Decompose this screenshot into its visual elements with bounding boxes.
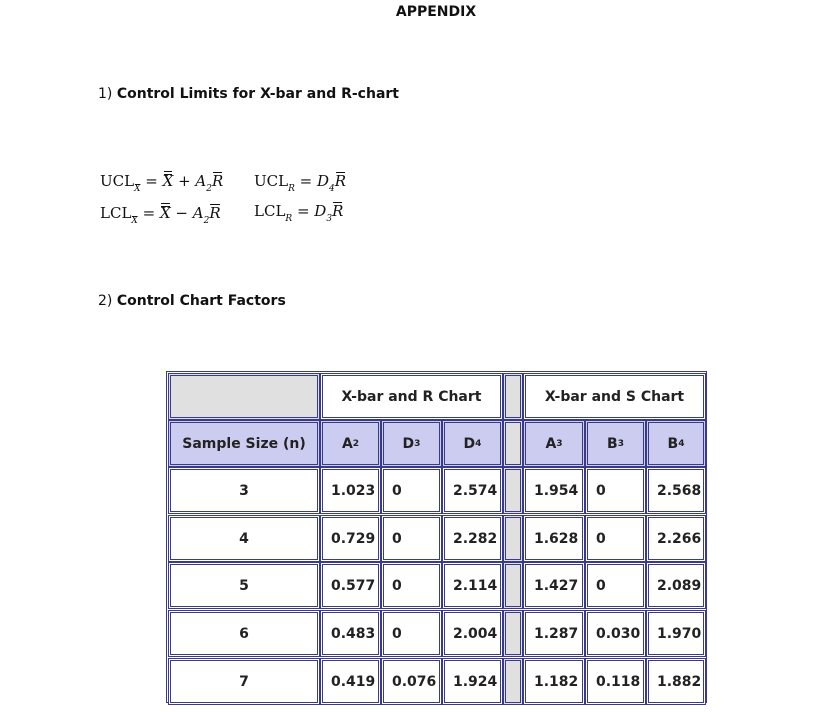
formula-lcl-r: $LCL_R = D_3R$ <box>254 202 344 224</box>
column-header-label: Sample Size (n) <box>182 435 306 452</box>
table-separator <box>503 373 523 420</box>
group-header-s-chart: X-bar and S Chart <box>523 373 706 420</box>
formula-subscript: R <box>288 184 295 194</box>
factor-value-cell: 0 <box>381 467 442 514</box>
section-control-limits <box>98 86 399 102</box>
factor-value-cell: 0.729 <box>320 515 381 562</box>
formula-lcl-label: LCL <box>100 204 132 222</box>
formula-rbar: R <box>212 172 224 190</box>
formula-ucl-xbar: $UCL_X = X + A_2R$ <box>100 172 224 194</box>
formula-ucl-label: UCL <box>254 172 289 190</box>
factor-value-cell: 0 <box>381 610 442 657</box>
factor-value-cell: 0 <box>381 515 442 562</box>
formula-factor: D <box>314 202 327 220</box>
formula-ucl-label: UCL <box>100 172 135 190</box>
formula-subscript: X <box>134 184 141 194</box>
table-separator <box>503 658 523 705</box>
factor-value-cell: 1.954 <box>523 467 585 514</box>
column-header <box>523 420 585 467</box>
formula-rbar: R <box>334 172 347 190</box>
column-header-subscript: 2 <box>352 438 360 449</box>
factor-value-cell: 1.882 <box>646 658 706 705</box>
page-title: APPENDIX <box>395 4 477 20</box>
factor-value-cell: 1.427 <box>523 562 585 609</box>
formula-factor: A <box>192 204 204 222</box>
column-header <box>168 420 320 467</box>
formula-rbar: R <box>209 204 221 222</box>
sample-size-cell: 3 <box>168 467 320 514</box>
factor-value-cell: 2.114 <box>442 562 503 609</box>
formula-rbar: R <box>332 202 344 220</box>
column-header <box>442 420 503 467</box>
factor-value-cell: 0 <box>585 515 646 562</box>
factor-value-cell: 0 <box>381 562 442 609</box>
table-separator <box>503 467 523 514</box>
sample-size-cell: 5 <box>168 562 320 609</box>
formula-factor-sub: 2 <box>206 184 212 194</box>
formula-factor: D <box>316 172 330 190</box>
column-header-subscript: 3 <box>556 438 563 449</box>
section-number: 1) <box>98 86 113 102</box>
formula-factor-sub: 4 <box>329 184 335 194</box>
formula-factor-sub: 2 <box>203 216 210 226</box>
column-header-label: A <box>545 435 557 452</box>
group-header-r-chart: X-bar and R Chart <box>320 373 503 420</box>
table-separator <box>503 610 523 657</box>
formula-subscript: X <box>131 216 138 226</box>
formula-lcl-xbar: $LCL_X = X - A_2R$ <box>100 204 221 226</box>
column-header-label: D <box>463 435 476 452</box>
column-header <box>381 420 442 467</box>
section-heading: Control Limits for X-bar and R-chart <box>116 86 399 102</box>
table-separator <box>503 515 523 562</box>
factor-value-cell: 0 <box>585 562 646 609</box>
factor-value-cell: 1.924 <box>442 658 503 705</box>
factor-value-cell: 2.089 <box>646 562 706 609</box>
column-header <box>320 420 381 467</box>
formula-subscript: R <box>285 214 293 224</box>
factor-value-cell: 2.568 <box>646 467 706 514</box>
column-header-label: B <box>667 435 679 452</box>
formula-grand-mean: X <box>162 172 174 190</box>
column-header-label: D <box>402 435 415 452</box>
factor-value-cell: 0.030 <box>585 610 646 657</box>
sample-size-cell: 4 <box>168 515 320 562</box>
factor-value-cell: 0.419 <box>320 658 381 705</box>
control-chart-factors-table <box>166 371 707 703</box>
factor-value-cell: 0.577 <box>320 562 381 609</box>
formula-lcl-label: LCL <box>254 202 286 220</box>
factor-value-cell: 1.023 <box>320 467 381 514</box>
factor-value-cell: 2.004 <box>442 610 503 657</box>
column-header-subscript: 3 <box>414 438 421 449</box>
sample-size-cell: 6 <box>168 610 320 657</box>
factor-value-cell: 0.118 <box>585 658 646 705</box>
formula-factor-sub: 3 <box>326 214 333 224</box>
column-header <box>646 420 706 467</box>
factor-value-cell: 2.574 <box>442 467 503 514</box>
column-header <box>585 420 646 467</box>
factor-value-cell: 0.076 <box>381 658 442 705</box>
column-header-subscript: 3 <box>617 438 624 449</box>
factor-value-cell: 2.282 <box>442 515 503 562</box>
table-corner-cell <box>168 373 320 420</box>
formula-ucl-r: $UCL_R = D_4R$ <box>254 172 347 194</box>
factor-value-cell: 2.266 <box>646 515 706 562</box>
table-separator <box>503 420 523 467</box>
factor-value-cell: 1.970 <box>646 610 706 657</box>
factor-value-cell: 1.628 <box>523 515 585 562</box>
sample-size-cell: 7 <box>168 658 320 705</box>
section-heading: Control Chart Factors <box>116 293 286 309</box>
section-control-chart-factors <box>98 293 286 309</box>
formula-grand-mean: X <box>159 204 171 222</box>
column-header-subscript: 4 <box>678 438 685 449</box>
factor-value-cell: 1.287 <box>523 610 585 657</box>
column-header-label: A <box>341 435 353 452</box>
table-separator <box>503 562 523 609</box>
column-header-label: B <box>607 435 618 452</box>
formula-factor: A <box>195 172 207 190</box>
factor-value-cell: 0 <box>585 467 646 514</box>
column-header-subscript: 4 <box>475 438 482 449</box>
factor-value-cell: 0.483 <box>320 610 381 657</box>
factor-value-cell: 1.182 <box>523 658 585 705</box>
section-number: 2) <box>98 293 113 309</box>
